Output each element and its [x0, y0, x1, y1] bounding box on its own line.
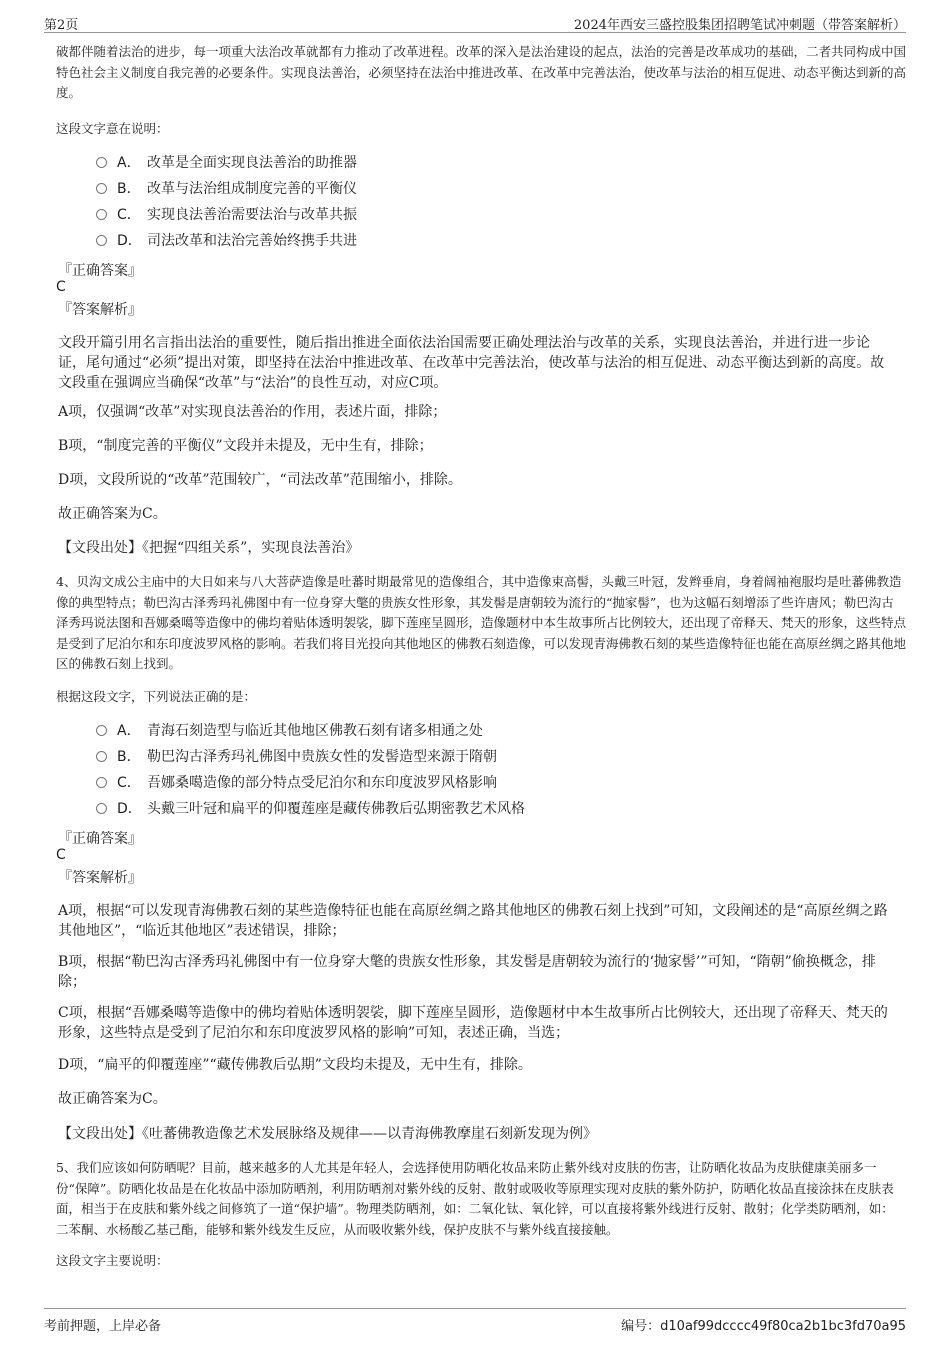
q4-passage: 4、贝沟文成公主庙中的大日如来与八大菩萨造像是吐蕃时期最常见的造像组合，其中造像束高髻，头戴三叶冠，发辫垂肩，身着阔袖袍服均是吐蕃佛教造像的典型特点；勒巴沟古泽秀玛礼佛图中有一位身穿大氅的贵族女性形象，其发髻是唐朝较为流行的“抛家髻”，也为这幅石刻增添了些许唐风；勒巴沟古泽秀玛说法图和吾娜桑噶等造像中的佛均着贴体透明袈裟，脚下莲座呈圆形，造像题材中本生故事所占比例较大，还出现了帝释天、梵天的形象，这些特点是受到了尼泊尔和东印度波罗风格的影响。若我们将目光投向其他地区的佛教石刻造像，可以发现青海佛教石刻的某些造像特征也能在高原丝绸之路其他地区的佛教石刻上找到。 — [56, 574, 907, 671]
q4-source: 【文段出处】《吐蕃佛教造像艺术发展脉络及规律——以青海佛教摩崖石刻新发现为例》 — [58, 1126, 597, 1142]
radio-icon[interactable] — [96, 725, 107, 736]
document-code: 编号：d10af99dcccc49f80ca2b1bc3fd70a95 — [621, 1319, 906, 1334]
document-title: 2024年西安三盛控股集团招聘笔试冲刺题（带答案解析） — [573, 18, 906, 33]
q4-prompt: 根据这段文字，下列说法正确的是： — [56, 689, 257, 704]
q3-source: 【文段出处】《把握“四组关系”，实现良法善治》 — [58, 540, 360, 556]
q3-analysis-label: 『答案解析』 — [58, 302, 142, 318]
q3-answer-label: 『正确答案』 — [58, 263, 142, 279]
q3-conclusion: 故正确答案为C。 — [58, 506, 167, 522]
q5-prompt: 这段文字主要说明： — [56, 1253, 169, 1268]
q4-option-c[interactable]: C． 吾娜桑噶造像的部分特点受尼泊尔和东印度波罗风格影响 — [96, 773, 497, 793]
q4-option-d[interactable]: D． 头戴三叶冠和扁平的仰覆莲座是藏传佛教后弘期密教艺术风格 — [96, 799, 525, 819]
q3-analysis-b: B项，“制度完善的平衡仪”文段并未提及，无中生有，排除； — [58, 438, 433, 454]
q4-analysis-c: C项，根据“吾娜桑噶等造像中的佛均着贴体透明袈裟，脚下莲座呈圆形，造像题材中本生故事所占比例较大，还出现了帝释天、梵天的形象，这些特点是受到了尼泊尔和东印度波罗风格的影响”可知，表述正确，当选； — [58, 1005, 888, 1041]
q4-answer-label: 『正确答案』 — [58, 831, 142, 847]
q3-option-d[interactable]: D． 司法改革和法治完善始终携手共进 — [96, 231, 357, 251]
radio-icon[interactable] — [96, 235, 107, 246]
q3-option-c[interactable]: C． 实现良法善治需要法治与改革共振 — [96, 205, 357, 225]
q3-analysis-a: A项，仅强调“改革”对实现良法善治的作用，表述片面，排除； — [58, 404, 447, 420]
radio-icon[interactable] — [96, 803, 107, 814]
q4-analysis-a: A项，根据“可以发现青海佛教石刻的某些造像特征也能在高原丝绸之路其他地区的佛教石刻上找到”可知，文段阐述的是“高原丝绸之路其他地区”，“临近其他地区”表述错误，排除； — [58, 903, 888, 939]
radio-icon[interactable] — [96, 209, 107, 220]
q5-passage: 5、我们应该如何防晒呢？目前，越来越多的人尤其是年轻人，会选择使用防晒化妆品来防止紫外线对皮肤的伤害，让防晒化妆品为皮肤健康美丽多一份“保障”。防晒化妆品是在化妆品中添加防晒剂，利用防晒剂对紫外线的反射、散射或吸收等原理实现对皮肤的紫外防护，防晒化妆品直接涂抹在皮肤表面，相当于在皮肤和紫外线之间修筑了一道“保护墙”。物理类防晒剂，如：二氧化钛、氧化锌，可以直接将紫外线进行反射、散射；化学类防晒剂，如：二苯酮、水杨酸乙基己酯，能够和紫外线发生反应，从而吸收紫外线，保护皮肤不与紫外线直接接触。 — [56, 1160, 894, 1237]
q3-answer: C — [56, 279, 66, 295]
q3-option-a[interactable]: A． 改革是全面实现良法善治的助推器 — [96, 153, 357, 173]
q4-option-b[interactable]: B． 勒巴沟古泽秀玛礼佛图中贵族女性的发髻造型来源于隋朝 — [96, 747, 497, 767]
q4-analysis-d: D项，“扁平的仰覆莲座”“藏传佛教后弘期”文段均未提及，无中生有，排除。 — [58, 1057, 532, 1073]
radio-icon[interactable] — [96, 777, 107, 788]
q3-option-b[interactable]: B． 改革与法治组成制度完善的平衡仪 — [96, 179, 357, 199]
q3-analysis-summary: 文段开篇引用名言指出法治的重要性，随后指出推进全面依法治国需要正确处理法治与改革的关系，实现良法善治，并进行进一步论证，尾句通过“必须”提出对策，即坚持在法治中推进改革、在改革中完善法治，使改革与法治的相互促进、动态平衡达到新的高度。故文段重在强调应当确保“改革”与“法治”的良性互动，对应C项。 — [58, 335, 885, 391]
q4-conclusion: 故正确答案为C。 — [58, 1091, 167, 1107]
q4-option-a[interactable]: A． 青海石刻造型与临近其他地区佛教石刻有诸多相通之处 — [96, 721, 483, 741]
q4-analysis-label: 『答案解析』 — [58, 870, 142, 886]
page-footer — [44, 1308, 906, 1333]
q3-prompt: 这段文字意在说明： — [56, 121, 169, 136]
footer-slogan: 考前押题，上岸必备 — [44, 1319, 162, 1334]
q4-answer: C — [56, 847, 66, 863]
page-header — [44, 10, 906, 33]
q3-analysis-d: D项，文段所说的“改革”范围较广，“司法改革”范围缩小，排除。 — [58, 472, 462, 488]
q3-passage: 破都伴随着法治的进步，每一项重大法治改革就都有力推动了改革进程。改革的深入是法治建设的起点，法治的完善是改革成功的基础，二者共同构成中国特色社会主义制度自我完善的必要条件。实现良法善治，必须坚持在法治中推进改革、在改革中完善法治，使改革与法治的相互促进、动态平衡达到新的高度。 — [56, 44, 907, 100]
q4-analysis-b: B项，根据“勒巴沟古泽秀玛礼佛图中有一位身穿大氅的贵族女性形象，其发髻是唐朝较为流行的‘抛家髻’”可知，“隋朝”偷换概念，排除； — [58, 954, 876, 990]
radio-icon[interactable] — [96, 183, 107, 194]
radio-icon[interactable] — [96, 751, 107, 762]
radio-icon[interactable] — [96, 157, 107, 168]
page-number: 第2页 — [44, 18, 79, 33]
